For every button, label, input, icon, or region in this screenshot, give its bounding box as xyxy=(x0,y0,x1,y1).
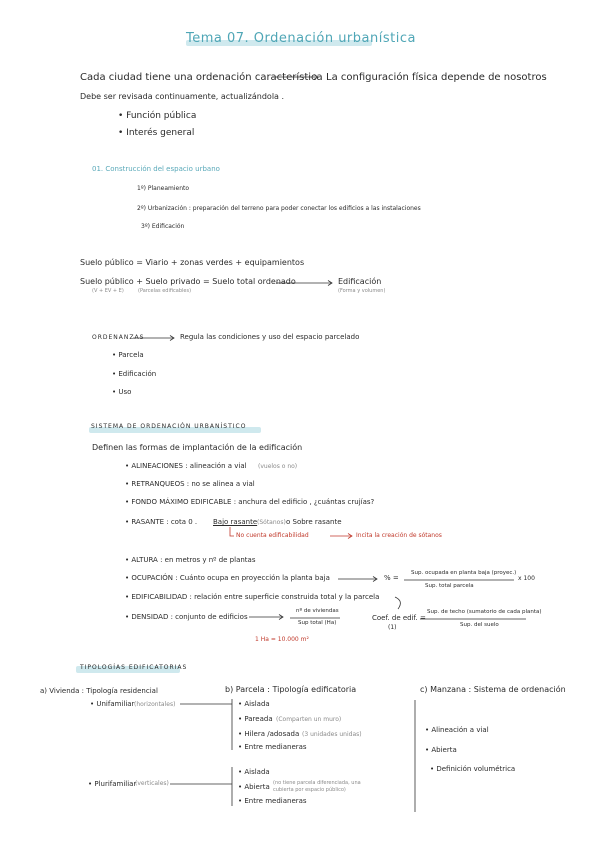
densidad-formula-num: nº de viviendas xyxy=(296,608,339,614)
sistema-densidad: • DENSIDAD : conjunto de edificios xyxy=(125,613,248,621)
sistema-rasante-note2: Incita la creación de sótanos xyxy=(356,532,442,539)
section01-step2: 2º) Urbanización : preparación del terreno para poder conectar los edificios a las instalaciones xyxy=(137,205,421,212)
coef-edif-num: Sup. de techo (sumatorio de cada planta) xyxy=(427,609,542,615)
tipologia-a-unifamiliar-note: (horizontales) xyxy=(134,701,176,708)
sistema-alineaciones-note: (vuelos o no) xyxy=(258,463,298,470)
tipologia-b-hilera-note: (3 unidades unidas) xyxy=(302,731,362,738)
tipologia-b-aislada-1: • Aislada xyxy=(238,700,270,708)
tipologia-b-hilera: • Hilera /adosada xyxy=(238,730,300,738)
intro-bullet-funcion: • Función pública xyxy=(118,111,197,121)
tipologia-a-plurifamiliar: • Plurifamiliar xyxy=(88,780,137,788)
ocupacion-formula-mult: x 100 xyxy=(518,575,535,582)
arrow-edificabilidad xyxy=(395,597,400,609)
densidad-formula-den: Sup total (Ha) xyxy=(298,620,337,626)
section01-step3: 3º) Edificación xyxy=(141,223,185,230)
tipologia-a-title: a) Vivienda : Tipología residencial xyxy=(40,687,158,695)
sistema-rasante-a: • RASANTE : cota 0 . xyxy=(125,518,198,526)
tipologia-b-pareada: • Pareada xyxy=(238,715,273,723)
sistema-altura: • ALTURA : en metros y nº de plantas xyxy=(125,556,256,564)
tipologia-a-unifamiliar: • Unifamiliar xyxy=(90,700,135,708)
page-title: Tema 07. Ordenación urbanística xyxy=(186,31,416,46)
sistema-ocupacion: • OCUPACIÓN : Cuánto ocupa en proyección la planta baja xyxy=(125,574,330,582)
suelo-sub-edif: (Forma y volumen) xyxy=(338,288,386,294)
ordenanzas-label: ORDENANZAS xyxy=(92,334,145,341)
sistema-rasante-note1: No cuenta edificabilidad xyxy=(236,532,309,539)
coef-edif-label: Coef. de edif. = xyxy=(372,614,426,622)
ordenanzas-item-parcela: • Parcela xyxy=(112,351,144,359)
tipologia-b-medianeras-2: • Entre medianeras xyxy=(238,797,307,805)
ocupacion-formula-num: Sup. ocupada en planta baja (proyec.) xyxy=(411,570,517,576)
section01-step1: 1º) Planeamiento xyxy=(137,185,190,192)
sistema-retranqueos: • RETRANQUEOS : no se alinea a vial xyxy=(125,480,255,488)
suelo-sub-publico: (V + EV + E) xyxy=(92,288,124,294)
sistema-rasante-b: Bajo rasante xyxy=(213,518,258,526)
tipologia-b-abierta-note: (no tiene parcela diferenciada, una cubierta por espacio público) xyxy=(273,780,361,793)
tipologia-c-alineacion: • Alineación a vial xyxy=(425,726,489,734)
arrow-rasante-down xyxy=(230,527,234,536)
sistema-intro: Definen las formas de implantación de la edificación xyxy=(92,443,303,452)
sistema-rasante-d: o Sobre rasante xyxy=(286,518,342,526)
sistema-edificabilidad: • EDIFICABILIDAD : relación entre superficie construida total y la parcela xyxy=(125,593,380,601)
tipologia-c-definicion: • Definición volumétrica xyxy=(430,765,516,773)
tipologia-b-medianeras-1: • Entre medianeras xyxy=(238,743,307,751)
ocupacion-formula-pct: % = xyxy=(384,574,399,582)
ocupacion-formula-den: Sup. total parcela xyxy=(425,583,474,589)
tipologia-b-title: b) Parcela : Tipología edificatoria xyxy=(225,685,357,694)
suelo-line2: Suelo público + Suelo privado = Suelo total ordenado xyxy=(80,277,296,286)
tipologia-c-title: c) Manzana : Sistema de ordenación xyxy=(420,685,566,694)
ordenanzas-desc: Regula las condiciones y uso del espacio parcelado xyxy=(180,333,360,341)
tipologias-heading: TIPOLOGÍAS EDIFICATORIAS xyxy=(80,664,188,671)
intro-line1-left: Cada ciudad tiene una ordenación característica xyxy=(80,72,323,83)
tipologia-b-abierta: • Abierta xyxy=(238,783,270,791)
sistema-heading: SISTEMA DE ORDENACIÓN URBANÍSTICO xyxy=(91,423,247,430)
tipologia-b-aislada-2: • Aislada xyxy=(238,768,270,776)
intro-line1-right: La configuración física depende de nosotros xyxy=(326,72,547,83)
tipologia-a-plurifamiliar-note: (verticales) xyxy=(135,780,169,787)
suelo-sub-privado: (Parcelas edificables) xyxy=(138,288,192,294)
sistema-fondo: • FONDO MÁXIMO EDIFICABLE : anchura del edificio , ¿cuántas crujías? xyxy=(125,498,375,506)
sistema-alineaciones: • ALINEACIONES : alineación a vial xyxy=(125,462,247,470)
ordenanzas-item-edificacion: • Edificación xyxy=(112,370,157,378)
tipologia-b-pareada-note: (Comparten un muro) xyxy=(276,716,342,723)
sistema-rasante-c: (Sótanos) xyxy=(257,519,286,526)
coef-edif-sub: (1) xyxy=(388,624,397,631)
coef-edif-den: Sup. del suelo xyxy=(460,622,499,628)
intro-line2: Debe ser revisada continuamente, actualizándola . xyxy=(80,92,285,101)
suelo-edificacion: Edificación xyxy=(338,277,382,286)
intro-bullet-interes: • Interés general xyxy=(118,128,195,138)
tipologia-c-abierta: • Abierta xyxy=(425,746,457,754)
hectarea-note: 1 Ha = 10.000 m² xyxy=(255,636,309,643)
section01-heading: 01. Construcción del espacio urbano xyxy=(92,165,220,173)
suelo-line1: Suelo público = Viario + zonas verdes + equipamientos xyxy=(80,258,305,267)
ordenanzas-item-uso: • Uso xyxy=(112,388,132,396)
